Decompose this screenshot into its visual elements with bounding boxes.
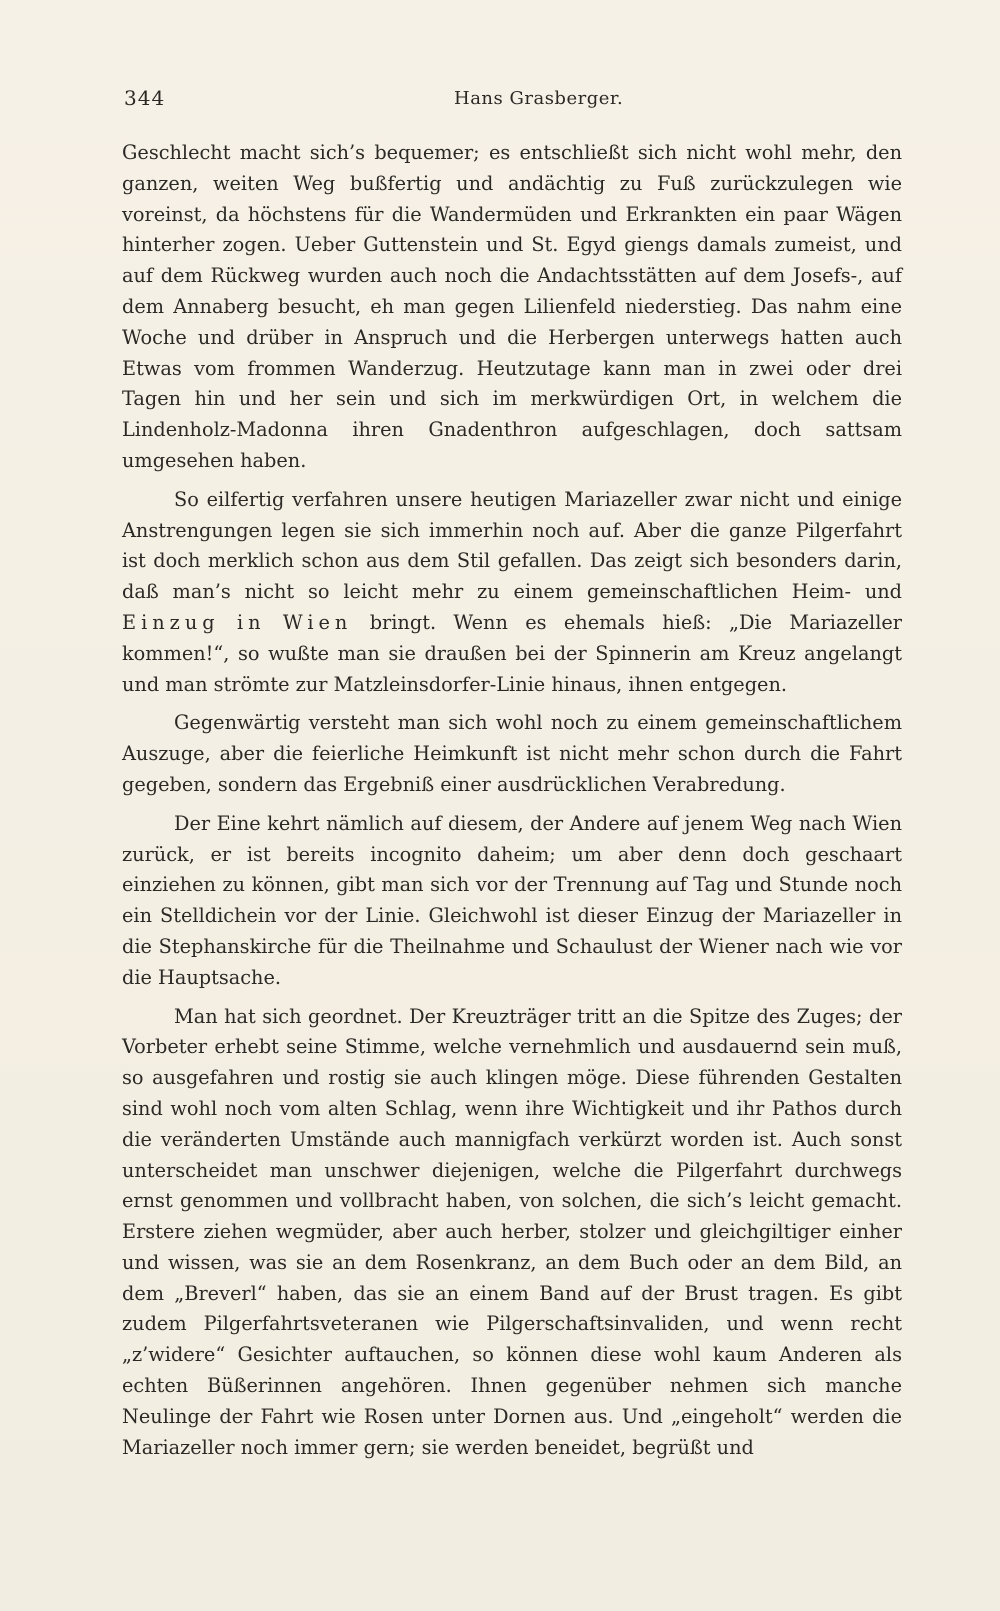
paragraph-5: Man hat sich geordnet. Der Kreuzträger tritt an die Spitze des Zuges; der Vorbeter erhebt seine Stimme, welche vernehmlich und ausdauernd sein muß, so ausgefahren und rostig sie auch klingen möge. Diese führenden Gestalten sind wohl noch vom alten Schlag, wenn ihre Wichtigkeit und ihr Pathos durch die veränderten Umstände auch mannigfach verkürzt worden ist. Auch sonst unterscheidet man unschwer diejenigen, welche die Pilgerfahrt durchwegs ernst genommen und vollbracht haben, von solchen, die sich’s leicht gemacht. Erstere ziehen wegmüder, aber auch herber, stolzer und gleichgiltiger einher und wissen, was sie an dem Rosenkranz, an dem Buch oder an dem Bild, an dem „Breverl“ haben, das sie an einem Band auf der Brust tragen. Es gibt zudem Pilgerfahrtsveteranen wie Pilgerschaftsinvaliden, und wenn recht „z’widere“ Gesichter auftauchen, so können diese wohl kaum Anderen als echten Büßerinnen angehören. Ihnen gegenüber nehmen sich manche Neulinge der Fahrt wie Rosen unter Dornen aus. Und „eingeholt“ werden die Mariazeller noch immer gern; sie werden beneidet, begrüßt und	[122, 1004, 902, 1459]
paragraph-continued: Geschlecht macht sich’s bequemer; es entschließt sich nicht wohl mehr, den ganzen, weiten Weg bußfertig und andächtig zu Fuß zurückzulegen wie voreinst, da höchstens für die Wandermüden und Erkrankten ein paar Wägen hinterher zogen. Ueber Guttenstein und St. Egyd giengs damals zumeist, und auf dem Rückweg wurden auch noch die Andachtsstätten auf dem Josefs-, auf dem Annaberg besucht, eh man gegen Lilienfeld niederstieg. Das nahm eine Woche und drüber in Anspruch und die Herbergen unterwegs hatten auch Etwas vom frommen Wanderzug. Heutzutage kann man in zwei oder drei Tagen hin und her sein und sich im merkwürdigen Ort, in welchem die Lindenholz-Madonna ihren Gnadenthron aufgeschlagen, doch sattsam umgesehen haben.	[122, 141, 902, 472]
running-head-author: Hans Grasberger.	[454, 88, 624, 109]
spaced-word-einzug: Einzug	[122, 610, 220, 634]
body-text	[122, 138, 902, 1463]
page-number: 344	[124, 86, 166, 110]
running-head	[124, 86, 908, 116]
paragraph-2	[122, 485, 902, 701]
paragraph-4: Der Eine kehrt nämlich auf diesem, der Andere auf jenem Weg nach Wien zurück, er ist bereits incognito daheim; um aber denn doch geschaart einziehen zu können, gibt man sich vor der Trennung auf Tag und Stunde noch ein Stelldichein vor der Linie. Gleichwohl ist dieser Einzug der Mariazeller in die Stephanskirche für die Theilnahme und Schaulust der Wiener nach wie vor die Hauptsache.	[122, 811, 902, 989]
spaced-word-wien: Wien	[282, 610, 353, 634]
paragraph-2-text-continued: bringt. Wenn es ehemals hieß: „Die Mariazeller kommen!“, so wußte man sie draußen bei der Spinnerin am Kreuz angelangt und man strömte zur Matzleinsdorfer-Linie hinaus, ihnen entgegen.	[122, 610, 902, 696]
paragraph-2-text: So eilfertig verfahren unsere heutigen Mariazeller zwar nicht und einige Anstrengungen legen sie sich immerhin noch auf. Aber die ganze Pilgerfahrt ist doch merklich schon aus dem Stil gefallen. Das zeigt sich besonders darin, daß man’s nicht so leicht mehr zu einem gemeinschaftlichen Heim- und	[122, 487, 902, 604]
paragraph-3: Gegenwärtig versteht man sich wohl noch zu einem gemeinschaftlichem Auszuge, aber die feierliche Heimkunft ist nicht mehr schon durch die Fahrt gegeben, sondern das Ergebniß einer ausdrücklichen Verabredung.	[122, 711, 902, 796]
spaced-word-in: in	[236, 610, 266, 634]
